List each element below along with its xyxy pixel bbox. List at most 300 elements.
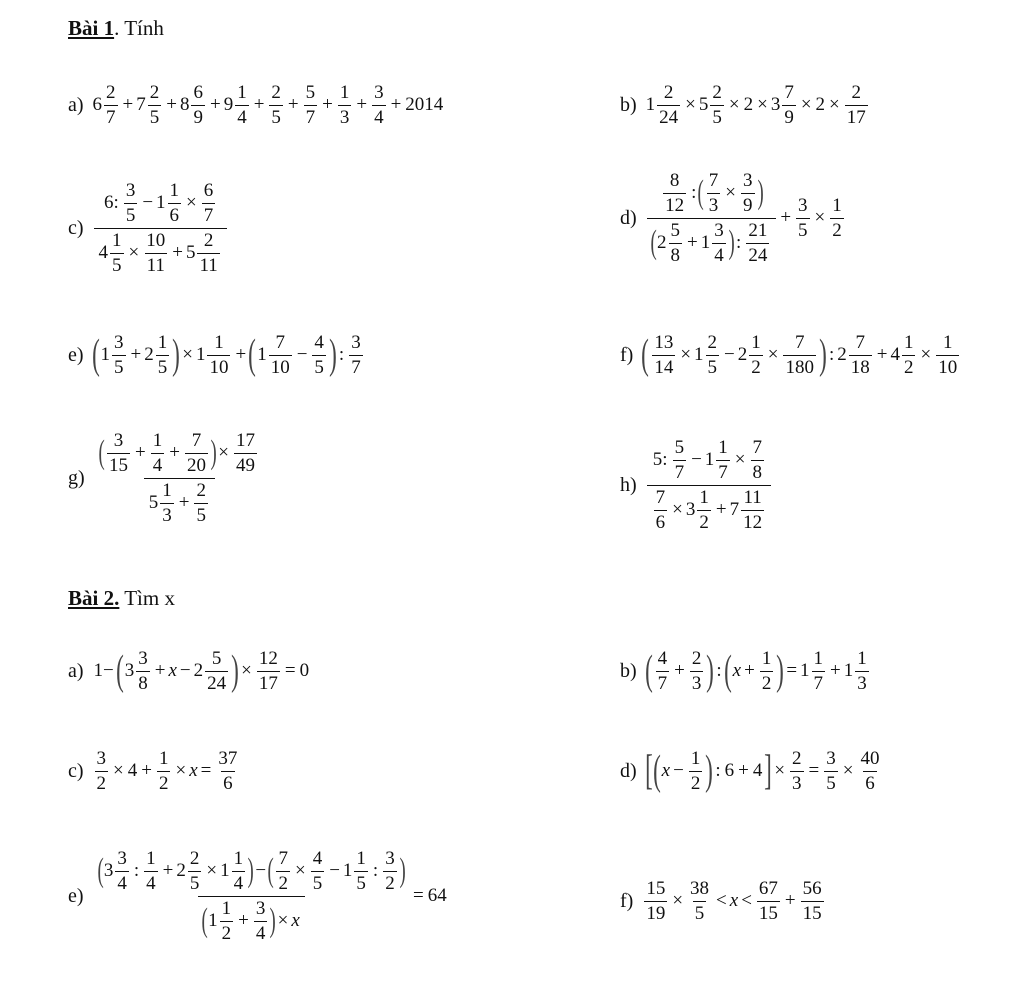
fraction-part [144, 848, 158, 895]
bracket: ) [776, 648, 785, 695]
math-token: − [691, 449, 702, 471]
numerator: 6 [203, 180, 214, 201]
math-token: × [734, 449, 746, 471]
denominator: 3 [708, 194, 719, 216]
fraction-part [663, 170, 686, 217]
math-token: + [784, 890, 796, 912]
numerator: 7 [275, 332, 285, 353]
numerator: 4 [657, 648, 668, 669]
math-token: 64 [427, 885, 447, 907]
math-token: × [128, 242, 140, 264]
numerator: 5 [674, 437, 685, 458]
mixed-number [257, 332, 294, 379]
denominator: 5 [112, 254, 122, 276]
denominator: 5 [356, 872, 366, 894]
fraction-part [830, 195, 844, 242]
denominator [94, 228, 227, 277]
denominator: 2 [690, 772, 701, 794]
fraction-part [757, 878, 780, 925]
section-title-bai-2 [68, 586, 175, 611]
fraction-part [156, 332, 170, 379]
fraction-part [760, 648, 774, 695]
denominator: 12 [665, 194, 685, 216]
fraction-part [741, 170, 755, 217]
numerator: 3 [826, 748, 836, 769]
whole-part: 2 [176, 860, 186, 882]
exercise-label: c) [68, 216, 84, 239]
mixed-number [186, 230, 222, 277]
whole-part: 5 [185, 242, 196, 264]
whole-part: 1 [843, 660, 854, 682]
math-token: × [294, 860, 306, 882]
numerator: 17 [235, 430, 255, 451]
fraction [843, 82, 870, 129]
math-token: = [413, 885, 424, 907]
fraction-part [936, 332, 959, 379]
whole-part: 2 [193, 660, 204, 682]
fraction-part [383, 848, 397, 895]
whole-part: 1 [100, 344, 111, 366]
fraction-part [95, 748, 109, 795]
math-token: + [322, 94, 333, 116]
denominator: 6 [865, 772, 875, 794]
math-token: × [920, 344, 932, 366]
numerator: 1 [214, 332, 224, 353]
numerator: 5 [211, 648, 222, 669]
numerator: 2 [712, 82, 722, 103]
numerator: 7 [794, 332, 805, 353]
numerator: 1 [813, 648, 824, 669]
math-token: × [186, 192, 197, 214]
denominator: 6 [655, 511, 666, 533]
expression [645, 82, 871, 129]
math-token: + [172, 242, 183, 264]
complex-fraction [95, 430, 264, 526]
exercise-label: e) [68, 343, 84, 366]
denominator: 5 [312, 872, 323, 894]
fraction [781, 332, 818, 379]
mixed-number [701, 220, 728, 267]
fraction-part [706, 332, 720, 379]
fraction [686, 878, 713, 925]
fraction [381, 848, 399, 895]
whole-part: 4 [98, 242, 109, 264]
fraction [309, 848, 327, 895]
math-token: 2 [743, 94, 754, 116]
whole-part: 5 [698, 94, 709, 116]
fraction-part [783, 332, 816, 379]
fraction [142, 848, 160, 895]
whole-part: 1 [257, 344, 267, 366]
fraction [755, 878, 782, 925]
denominator: 2 [761, 672, 772, 694]
fraction-part [855, 648, 869, 695]
bracket: ( [650, 224, 657, 262]
exercise-1h [620, 437, 773, 533]
numerator: 1 [942, 332, 953, 353]
mixed-number [705, 437, 732, 484]
denominator: 5 [707, 356, 718, 378]
exercise-2d [620, 748, 884, 795]
bracket: ) [210, 434, 217, 472]
fraction [142, 230, 169, 277]
math-token: + [780, 207, 792, 229]
math-token: + [169, 442, 180, 464]
denominator: 15 [758, 902, 778, 924]
exercise-1c [68, 180, 229, 276]
fraction-part [845, 82, 868, 129]
fraction-part [124, 180, 138, 227]
numerator: 3 [96, 748, 107, 769]
fraction [934, 332, 961, 379]
mixed-number [180, 82, 207, 129]
whole-part: 3 [103, 860, 114, 882]
exercise-label: e) [68, 884, 84, 907]
numerator: 3 [125, 180, 136, 201]
fraction-part [354, 848, 368, 895]
denominator: 8 [670, 244, 680, 266]
fraction [105, 430, 132, 477]
mixed-number [101, 332, 128, 379]
variable-x: x [168, 660, 177, 682]
mixed-number [125, 648, 152, 695]
numerator: 2 [663, 82, 674, 103]
denominator: 10 [209, 356, 229, 378]
numerator: 7 [191, 430, 202, 451]
math-token: < [716, 890, 727, 912]
denominator: 4 [152, 454, 163, 476]
math-token: × [757, 94, 768, 116]
fraction-part [812, 648, 826, 695]
mixed-number [343, 848, 370, 895]
fraction [654, 648, 672, 695]
math-token: − [142, 192, 154, 214]
expression [641, 878, 826, 925]
fraction-part [202, 180, 216, 227]
fraction-part [197, 230, 219, 277]
mixed-number [194, 648, 231, 695]
complex-fraction [647, 170, 777, 266]
math-token: × [774, 760, 786, 782]
exercise-label: d) [620, 206, 637, 229]
numerator: 10 [146, 229, 166, 251]
fraction-part [276, 848, 290, 895]
numerator [656, 170, 767, 218]
fraction [749, 437, 767, 484]
denominator: 10 [270, 356, 290, 378]
mixed-number [800, 648, 827, 695]
exercise-1g [68, 430, 266, 526]
whole-part: 8 [179, 94, 190, 116]
denominator: 7 [813, 672, 824, 694]
numerator: 1 [169, 180, 180, 201]
fraction [274, 848, 292, 895]
math-token: × [814, 207, 826, 229]
math-token: + [130, 344, 142, 366]
numerator: 3 [114, 332, 124, 353]
fraction [856, 748, 883, 795]
numerator: 56 [802, 878, 822, 899]
math-token: × [277, 910, 289, 932]
denominator: 24 [748, 244, 768, 266]
bracket: ) [757, 174, 764, 212]
numerator: 3 [255, 897, 266, 919]
denominator: 7 [718, 461, 728, 483]
numerator: 7 [655, 486, 666, 508]
fraction-part [112, 332, 126, 379]
math-token: × [182, 344, 193, 366]
fraction-part [749, 332, 763, 379]
section-number: Bài 2. [68, 586, 120, 610]
denominator: 4 [237, 106, 247, 128]
math-token: × [842, 760, 854, 782]
bracket: ) [819, 332, 827, 379]
math-token: 2014 [405, 94, 444, 116]
denominator: 2 [96, 772, 107, 794]
math-token: + [687, 232, 698, 254]
complex-fraction [647, 437, 771, 533]
fraction-part [741, 487, 764, 534]
bracket: ) [329, 332, 337, 379]
math-token: + [178, 492, 190, 514]
whole-part: 7 [136, 94, 146, 116]
fraction-part [304, 82, 318, 129]
fraction-part [234, 430, 257, 477]
mixed-number [694, 332, 721, 379]
mixed-number [730, 487, 767, 534]
fraction-part [110, 230, 124, 277]
mixed-number [196, 332, 233, 379]
fraction-part [115, 848, 129, 895]
math-token: − [179, 660, 191, 682]
fraction [267, 82, 285, 129]
math-token: × [829, 94, 840, 116]
numerator: 21 [748, 219, 768, 241]
fraction-part [269, 82, 283, 129]
fraction-part [338, 82, 352, 129]
bracket: ( [652, 748, 661, 795]
whole-part: 4 [890, 344, 900, 366]
denominator: 180 [785, 356, 814, 378]
denominator: 3 [792, 772, 802, 794]
denominator: 11 [199, 254, 218, 276]
denominator: 4 [374, 106, 384, 128]
exercise-1b [620, 82, 871, 129]
fraction-part [216, 748, 239, 795]
fraction-part [148, 82, 162, 129]
denominator: 19 [646, 902, 666, 924]
exercise-2b [620, 648, 872, 695]
bracket: ( [644, 648, 653, 695]
denominator [647, 485, 771, 534]
fraction-part [311, 848, 325, 895]
numerator: 2 [106, 82, 116, 103]
variable-x: x [732, 660, 742, 682]
fraction [650, 332, 677, 379]
math-token: < [741, 890, 752, 912]
whole-part: 2 [837, 344, 847, 366]
section-heading: Tìm x [119, 586, 175, 610]
numerator [98, 180, 222, 228]
mixed-number [220, 848, 247, 895]
denominator: 5 [149, 106, 160, 128]
numerator: 5 [670, 219, 680, 241]
bracket: ) [399, 852, 406, 890]
numerator: 2 [691, 648, 702, 669]
fraction [200, 180, 218, 227]
denominator: 5 [694, 902, 705, 924]
denominator [647, 218, 777, 267]
mixed-number [646, 82, 683, 129]
fraction-part [104, 82, 118, 129]
expression-tail [411, 885, 449, 907]
denominator: 7 [305, 106, 316, 128]
bracket: ] [764, 748, 773, 795]
whole-part: 2 [737, 344, 748, 366]
expression [92, 648, 312, 695]
whole-part: 2 [144, 344, 154, 366]
bracket: [ [644, 748, 653, 795]
numerator: 1 [690, 748, 701, 769]
fraction-part [751, 437, 765, 484]
math-token: 5: [652, 449, 668, 471]
fraction-part [107, 430, 130, 477]
bracket: ) [231, 648, 239, 695]
fraction-part [801, 878, 824, 925]
expression-tail [778, 195, 846, 242]
numerator: 1 [233, 848, 244, 869]
denominator: 7 [351, 356, 361, 378]
math-token: + [209, 94, 221, 116]
math-token: : [828, 344, 835, 366]
denominator: 2 [903, 356, 914, 378]
fraction-part [160, 480, 174, 527]
fraction [122, 180, 140, 227]
fraction-part [858, 748, 881, 795]
numerator: 3 [798, 194, 808, 216]
fraction-part [269, 332, 292, 379]
numerator: 3 [117, 848, 127, 869]
fraction-part [185, 430, 208, 477]
denominator: 12 [743, 511, 763, 533]
math-token: + [253, 94, 265, 116]
math-token: × [113, 760, 124, 782]
whole-part: 5 [148, 492, 159, 514]
math-token: + [390, 94, 402, 116]
math-token: : [716, 660, 722, 682]
denominator: 4 [146, 872, 156, 894]
numerator: 11 [743, 486, 762, 508]
mixed-number [176, 848, 203, 895]
denominator: 4 [233, 872, 244, 894]
fraction [794, 195, 812, 242]
denominator: 20 [186, 454, 206, 476]
numerator: 1 [146, 848, 156, 869]
mixed-number [136, 82, 163, 129]
denominator: 14 [654, 356, 674, 378]
denominator: 5 [826, 772, 836, 794]
exercise-1f [620, 332, 962, 379]
denominator: 9 [784, 106, 794, 128]
numerator [647, 437, 771, 485]
mixed-number [890, 332, 917, 379]
bracket: ) [172, 332, 181, 379]
math-token: + [830, 660, 841, 682]
denominator: 5 [125, 204, 136, 226]
mixed-number [149, 480, 176, 527]
denominator: 5 [114, 356, 124, 378]
math-token: 2 [815, 94, 826, 116]
variable-x: x [729, 890, 739, 912]
denominator: 49 [235, 454, 255, 476]
fraction-part [689, 748, 703, 795]
fraction-part [136, 648, 150, 695]
denominator: 5 [314, 356, 324, 378]
expression [92, 82, 446, 129]
math-token: + [674, 660, 685, 682]
whole-part: 3 [124, 660, 135, 682]
denominator: 6 [223, 772, 233, 794]
fraction [687, 748, 705, 795]
numerator: 2 [203, 229, 214, 251]
numerator: 4 [314, 332, 324, 353]
fraction-part [151, 430, 165, 477]
numerator: 37 [218, 748, 238, 769]
denominator: 11 [146, 254, 165, 276]
bracket: ( [267, 852, 274, 890]
exercise-1e [68, 332, 366, 379]
fraction-part [254, 898, 268, 945]
numerator: 2 [851, 82, 862, 103]
denominator: 17 [846, 106, 866, 128]
math-token: = [200, 760, 212, 782]
fraction [822, 748, 840, 795]
fraction-part [652, 332, 675, 379]
whole-part: 1 [700, 232, 711, 254]
numerator: 7 [752, 437, 762, 458]
whole-part: 3 [685, 499, 696, 521]
fraction [705, 170, 723, 217]
numerator: 2 [792, 748, 802, 769]
denominator: 24 [207, 672, 227, 694]
fraction-part [349, 332, 363, 379]
fraction-part [849, 332, 872, 379]
fraction [232, 430, 259, 477]
mixed-number [93, 82, 120, 129]
denominator [144, 478, 215, 527]
numerator: 12 [258, 648, 278, 669]
fraction [302, 82, 320, 129]
denominator: 2 [832, 219, 842, 241]
fraction [155, 748, 173, 795]
complex-fraction [94, 180, 227, 276]
numerator: 7 [278, 848, 288, 869]
exercise-label: d) [620, 759, 637, 782]
numerator: 1 [751, 332, 761, 353]
denominator: 8 [752, 461, 762, 483]
exercise-2e [68, 848, 449, 944]
mixed-number [208, 898, 235, 945]
whole-part: 1 [220, 860, 230, 882]
whole-part: 7 [729, 499, 740, 521]
denominator: 7 [203, 204, 214, 226]
math-token: = [786, 660, 798, 682]
fraction-part [790, 748, 804, 795]
fraction-part [716, 437, 730, 484]
numerator: 3 [385, 848, 395, 869]
mixed-number [144, 332, 171, 379]
fraction-part [194, 480, 208, 527]
